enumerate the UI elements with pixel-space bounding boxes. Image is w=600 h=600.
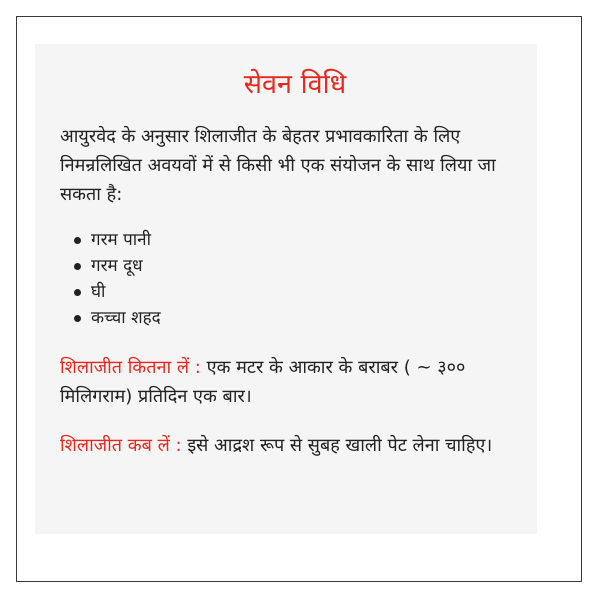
bullet-icon (74, 237, 81, 244)
timing-label: शिलाजीत कब लें : (60, 435, 182, 456)
list-item-label: कच्चा शहद (91, 308, 161, 328)
list-item (74, 279, 530, 305)
bullet-icon (74, 263, 81, 270)
intro-paragraph: आयुरवेद के अनुसार शिलाजीत के बेहतर प्रभावकारिता के लिए निमन्रलिखित अवयवों में से किसी भी एक संयोजन के साथ लिया जा सकता है: (60, 126, 496, 205)
list-item (74, 227, 530, 253)
timing-section (60, 431, 530, 460)
list-item-label: गरम दूध (91, 256, 143, 276)
timing-text: इसे आद्रश रूप से सुबह खाली पेट लेना चाहिए। (181, 435, 493, 456)
bullet-icon (74, 315, 81, 322)
ingredient-list (74, 227, 530, 331)
list-item-label: गरम पानी (91, 230, 151, 250)
page-title: सेवन विधि (243, 69, 347, 100)
content (60, 60, 530, 480)
list-item (74, 253, 530, 279)
list-item-label: घी (91, 282, 106, 302)
list-item (74, 305, 530, 331)
bullet-icon (74, 289, 81, 296)
dosage-label: शिलाजीत कितना लें : (60, 357, 201, 378)
dosage-text: एक मटर के आकार के बराबर ( ~ ३०० मिलिगराम) प्रतिदिन एक बार। (60, 357, 466, 407)
dosage-section (60, 353, 530, 411)
